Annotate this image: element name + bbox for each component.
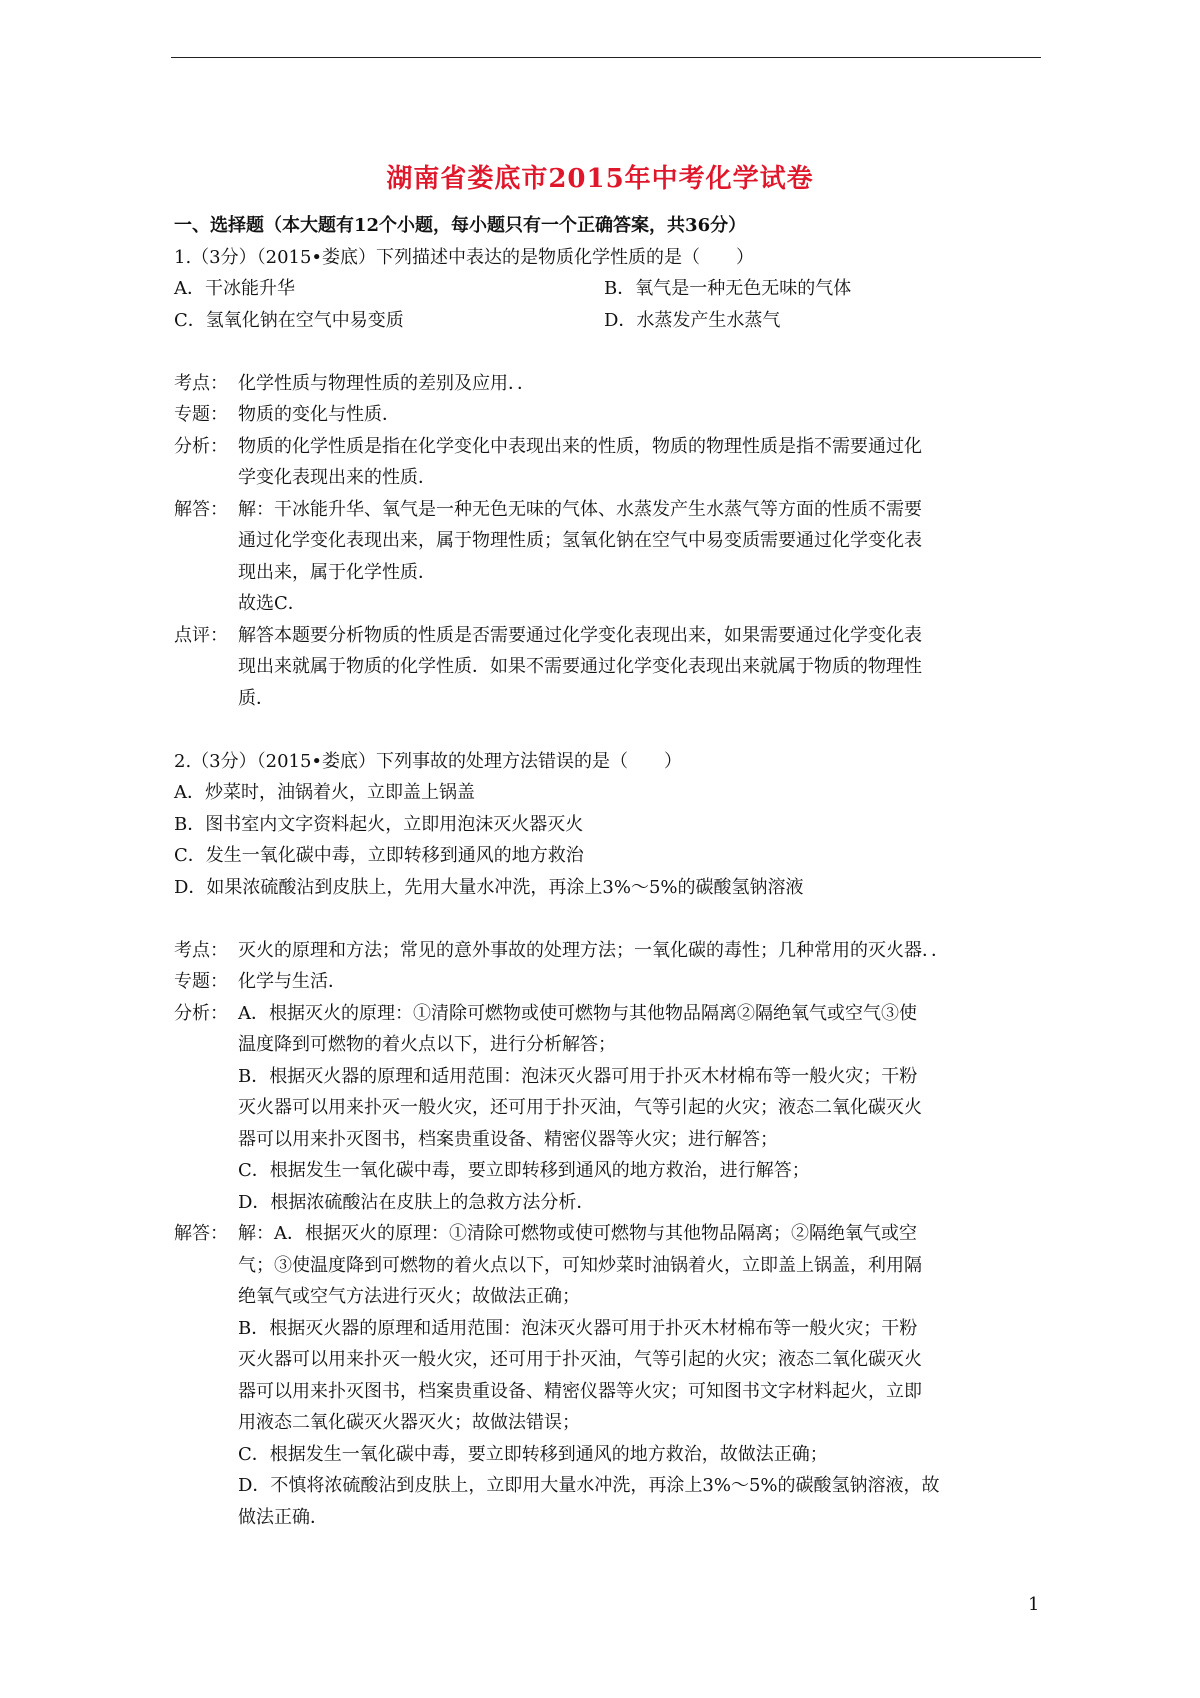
q1-zhuanti-text: 物质的变化与性质．	[238, 404, 400, 425]
q2-option-c: C．发生一氧化碳中毒，立即转移到通风的地方救治	[174, 845, 584, 866]
q1-zhuanti	[174, 399, 1044, 431]
page-number: 1	[1028, 1594, 1040, 1615]
document-body	[174, 210, 1044, 1533]
q1-kaodian-text: 化学性质与物理性质的差别及应用．．	[238, 372, 535, 394]
q2-jieda-line: 解：A．根据灭火的原理：①清除可燃物或使可燃物与其他物品隔离；②隔绝氧气或空	[238, 1223, 917, 1244]
q1-options-row-1	[174, 273, 1044, 305]
q1-fenxi-label: 分析：	[174, 435, 228, 457]
q1-jieda-line: 通过化学变化表现出来，属于物理性质；氢氧化钠在空气中易变质需要通过化学变化表	[238, 530, 922, 551]
q1-dianping-line: 解答本题要分析物质的性质是否需要通过化学变化表现出来，如果需要通过化学变化表	[238, 624, 922, 646]
q1-option-b: B．氧气是一种无色无味的气体	[604, 278, 852, 299]
q2-kaodian	[174, 935, 1044, 967]
q1-stem: 1.（3分）（2015•娄底）下列描述中表达的是物质化学性质的是（ ）	[174, 246, 755, 268]
q2-option-d: D．如果浓硫酸沾到皮肤上，先用大量水冲洗，再涂上3%～5%的碳酸氢钠溶液	[174, 876, 804, 898]
q2-kaodian-label: 考点：	[174, 939, 228, 961]
q2-jieda-label: 解答：	[174, 1223, 228, 1244]
q2-jieda-line: 做法正确．	[238, 1506, 328, 1528]
q2-option-a: A．炒菜时，油锅着火，立即盖上锅盖	[174, 782, 475, 803]
q2-jieda-line: B．根据灭火器的原理和适用范围：泡沫灭火器可用于扑灭木材棉布等一般火灾；干粉	[238, 1317, 918, 1339]
q2-jieda-line: 灭火器可以用来扑灭一般火灾，还可用于扑灭油，气等引起的火灾；液态二氧化碳灭火	[238, 1349, 922, 1370]
q2-jieda-line: 气；③使温度降到可燃物的着火点以下，可知炒菜时油锅着火，立即盖上锅盖，利用隔	[238, 1254, 922, 1276]
q2-zhuanti-label: 专题：	[174, 971, 228, 992]
q1-fenxi	[174, 431, 1044, 494]
q1-jieda	[174, 494, 1044, 620]
q2-jieda-line: 用液态二氧化碳灭火器灭火；故做法错误；	[238, 1412, 580, 1433]
q1-option-c: C．氢氧化钠在空气中易变质	[174, 309, 404, 331]
q2-fenxi-line: C．根据发生一氧化碳中毒，要立即转移到通风的地方救治，进行解答；	[238, 1160, 810, 1181]
q2-jieda-line: C．根据发生一氧化碳中毒，要立即转移到通风的地方救治，故做法正确；	[238, 1443, 828, 1465]
q1-fenxi-line: 学变化表现出来的性质．	[238, 467, 436, 488]
q1-zhuanti-label: 专题：	[174, 404, 228, 425]
section-heading: 一、选择题（本大题有12个小题，每小题只有一个正确答案，共36分）	[174, 215, 747, 236]
q1-options-row-2	[174, 305, 1044, 337]
q1-jieda-label: 解答：	[174, 498, 228, 520]
q2-fenxi	[174, 998, 1044, 1219]
q1-dianping-label: 点评：	[174, 624, 228, 646]
q1-dianping	[174, 620, 1044, 715]
q1-kaodian-label: 考点：	[174, 372, 228, 394]
q1-option-d: D．水蒸发产生水蒸气	[604, 309, 781, 331]
page-title: 湖南省娄底市2015年中考化学试卷	[386, 164, 814, 194]
q2-stem: 2.（3分）（2015•娄底）下列事故的处理方法错误的是（ ）	[174, 750, 683, 772]
q1-jieda-line: 故选C．	[238, 593, 306, 614]
header-rule	[171, 57, 1041, 58]
q1-jieda-line: 现出来，属于化学性质．	[238, 561, 436, 583]
q1-option-a: A．干冰能升华	[174, 278, 295, 299]
q1-dianping-line: 现出来就属于物质的化学性质．如果不需要通过化学变化表现出来就属于物质的物理性	[238, 656, 922, 677]
q2-kaodian-text: 灭火的原理和方法；常见的意外事故的处理方法；一氧化碳的毒性；几种常用的灭火器．．	[238, 939, 949, 961]
q2-jieda-line: 绝氧气或空气方法进行灭火；故做法正确；	[238, 1286, 580, 1307]
q2-fenxi-line: 灭火器可以用来扑灭一般火灾，还可用于扑灭油，气等引起的火灾；液态二氧化碳灭火	[238, 1097, 922, 1118]
q2-fenxi-line: 器可以用来扑灭图书，档案贵重设备、精密仪器等火灾；进行解答；	[238, 1128, 778, 1150]
q2-fenxi-label: 分析：	[174, 1002, 228, 1024]
q2-zhuanti-text: 化学与生活．	[238, 971, 346, 992]
q1-dianping-line: 质．	[238, 687, 274, 709]
q2-jieda	[174, 1218, 1044, 1533]
q2-fenxi-line: D．根据浓硫酸沾在皮肤上的急救方法分析．	[238, 1191, 595, 1213]
q1-jieda-line: 解：干冰能升华、氧气是一种无色无味的气体、水蒸发产生水蒸气等方面的性质不需要	[238, 498, 922, 520]
q2-option-b: B．图书室内文字资料起火，立即用泡沫灭火器灭火	[174, 813, 584, 835]
q2-fenxi-line: A．根据灭火的原理：①清除可燃物或使可燃物与其他物品隔离②隔绝氧气或空气③使	[238, 1002, 917, 1024]
q2-jieda-line: 器可以用来扑灭图书，档案贵重设备、精密仪器等火灾；可知图书文字材料起火，立即	[238, 1380, 922, 1402]
q2-fenxi-line: B．根据灭火器的原理和适用范围：泡沫灭火器可用于扑灭木材棉布等一般火灾；干粉	[238, 1065, 918, 1087]
q2-jieda-line: D．不慎将浓硫酸沾到皮肤上，立即用大量水冲洗，再涂上3%～5%的碳酸氢钠溶液，故	[238, 1475, 940, 1496]
q2-zhuanti	[174, 966, 1044, 998]
q2-fenxi-line: 温度降到可燃物的着火点以下，进行分析解答；	[238, 1034, 616, 1055]
q1-kaodian	[174, 368, 1044, 400]
q1-fenxi-line: 物质的化学性质是指在化学变化中表现出来的性质，物质的物理性质是指不需要通过化	[238, 435, 922, 457]
